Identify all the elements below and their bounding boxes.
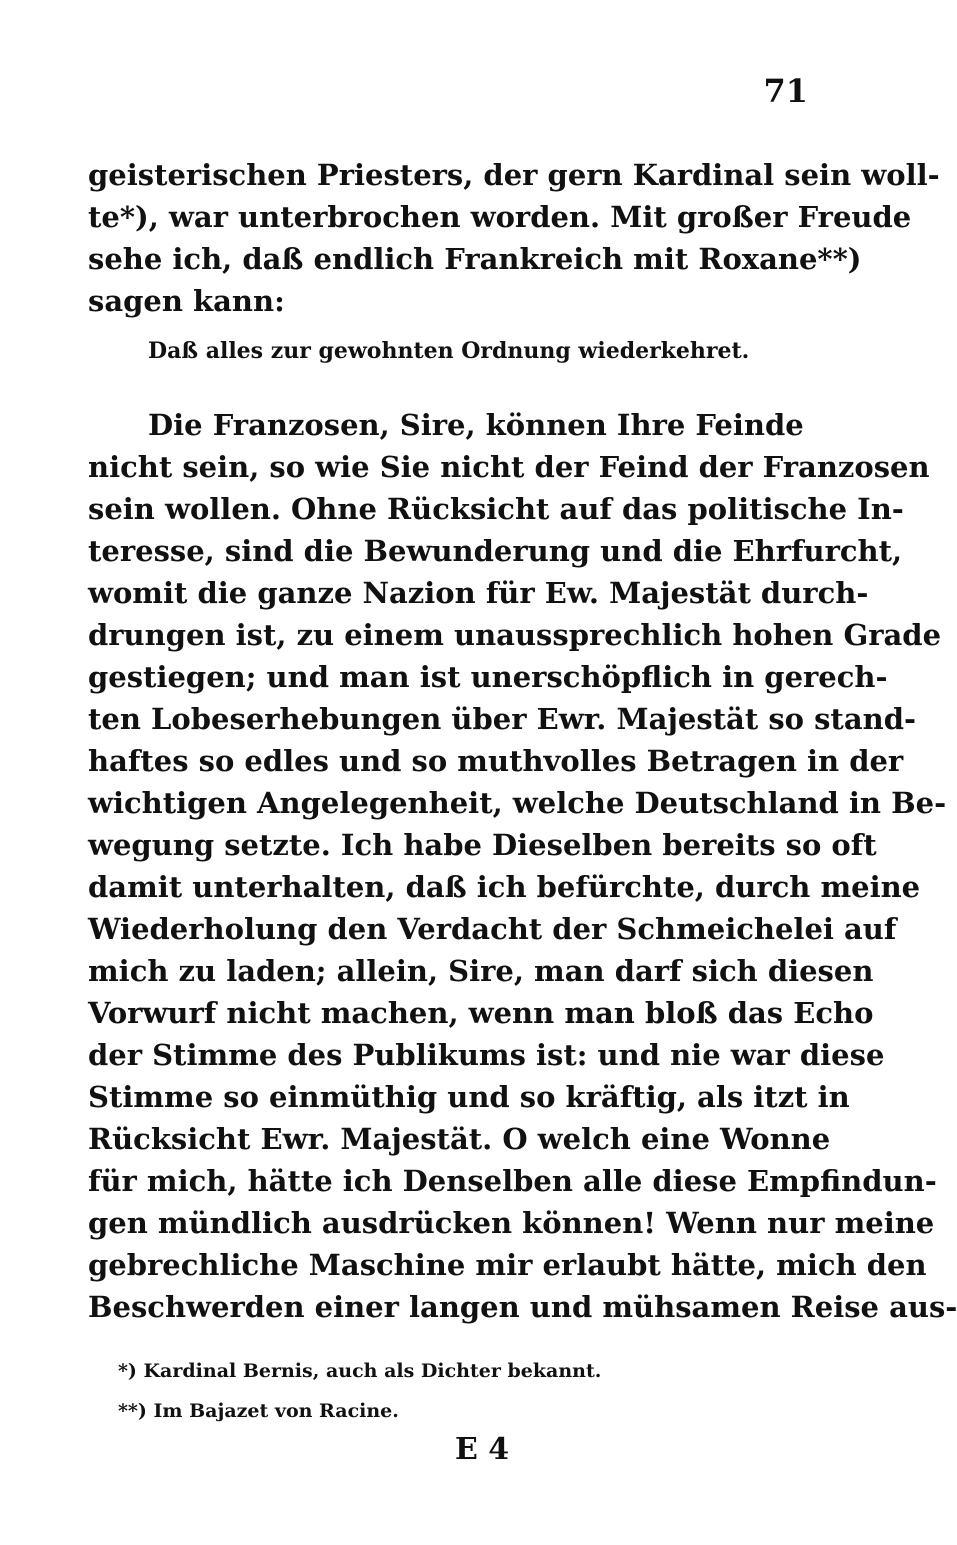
text-line: der Stimme des Publikums ist: und nie war diese <box>88 1038 885 1072</box>
text-line: sagen kann: <box>88 284 285 318</box>
text-line: teresse, sind die Bewunderung und die Ehrfurcht, <box>88 534 903 568</box>
text-line: ten Lobeserhebungen über Ewr. Majestät so stand- <box>88 702 917 736</box>
page-number: 71 <box>763 72 808 110</box>
text-line: sehe ich, daß endlich Frankreich mit Roxane**) <box>88 242 862 276</box>
text-line: Die Franzosen, Sire, können Ihre Feinde <box>148 408 804 442</box>
footnote: *) Kardinal Bernis, auch als Dichter bekannt. <box>118 1360 602 1382</box>
text-line: damit unterhalten, daß ich befürchte, durch meine <box>88 870 921 904</box>
text-line: Stimme so einmüthig und so kräftig, als itzt in <box>88 1080 850 1114</box>
text-line: geisterischen Priesters, der gern Kardinal sein woll- <box>88 158 940 192</box>
text-line: Vorwurf nicht machen, wenn man bloß das Echo <box>88 996 874 1030</box>
signature-mark: E 4 <box>455 1432 510 1467</box>
text-line: gebrechliche Maschine mir erlaubt hätte, mich den <box>88 1248 927 1282</box>
text-line: mich zu laden; allein, Sire, man darf sich diesen <box>88 954 874 988</box>
text-line: sein wollen. Ohne Rücksicht auf das politische In- <box>88 492 904 526</box>
text-line: gestiegen; und man ist unerschöpflich in gerech- <box>88 660 888 694</box>
text-line: nicht sein, so wie Sie nicht der Feind der Franzosen <box>88 450 930 484</box>
text-line: Beschwerden einer langen und mühsamen Reise aus- <box>88 1290 957 1324</box>
text-line: für mich, hätte ich Denselben alle diese Empfindun- <box>88 1164 937 1198</box>
text-line: Rücksicht Ewr. Majestät. O welch eine Wonne <box>88 1122 831 1156</box>
text-line: wichtigen Angelegenheit, welche Deutschland in Be- <box>88 786 947 820</box>
text-line: womit die ganze Nazion für Ew. Majestät durch- <box>88 576 869 610</box>
quoted-verse: Daß alles zur gewohnten Ordnung wiederkehret. <box>148 338 750 364</box>
text-line: wegung setzte. Ich habe Dieselben bereits so oft <box>88 828 877 862</box>
text-line: haftes so edles und so muthvolles Betragen in der <box>88 744 904 778</box>
text-line: Wiederholung den Verdacht der Schmeichelei auf <box>88 912 897 946</box>
text-line: gen mündlich ausdrücken können! Wenn nur meine <box>88 1206 935 1240</box>
text-line: te*), war unterbrochen worden. Mit großer Freude <box>88 200 912 234</box>
text-line: drungen ist, zu einem unaussprechlich hohen Grade <box>88 618 942 652</box>
footnote: **) Im Bajazet von Racine. <box>118 1400 399 1422</box>
